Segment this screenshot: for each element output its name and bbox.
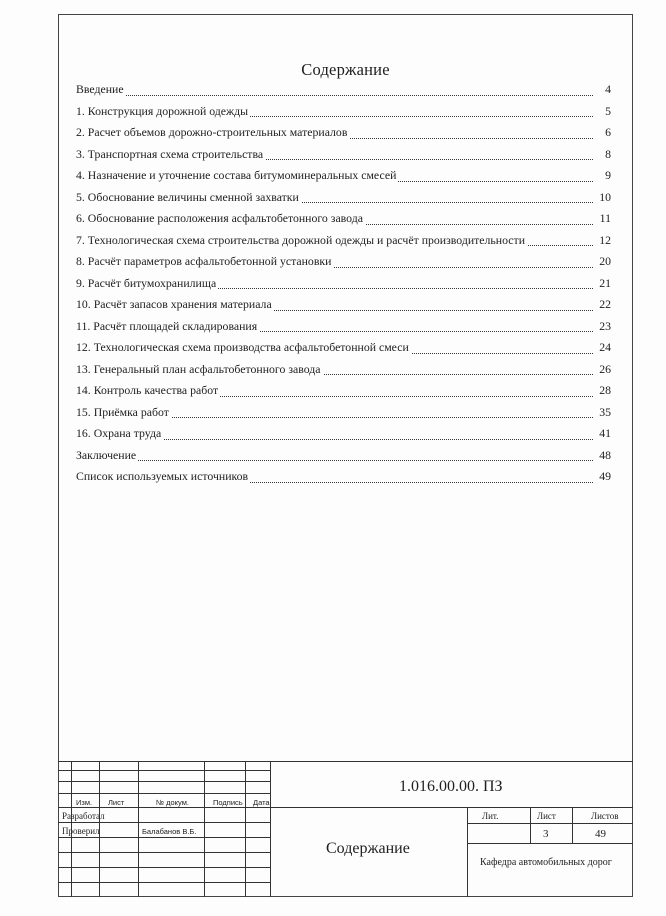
toc-entry-page: 28 — [593, 380, 611, 402]
toc-entry — [76, 79, 611, 101]
header-date: Дата — [253, 798, 270, 807]
toc-entry-page: 9 — [593, 165, 611, 187]
header-signature: Подпись — [213, 798, 243, 807]
toc-entry-label: 14. Контроль качества работ — [76, 380, 220, 402]
header-izm: Изм. — [76, 798, 93, 807]
toc-entry-page: 8 — [593, 144, 611, 166]
sheet-value: 3 — [543, 828, 549, 840]
toc-entry-label: 15. Приёмка работ — [76, 402, 171, 424]
toc-entry-page: 10 — [593, 187, 611, 209]
toc-leader-dots — [76, 95, 593, 96]
toc-entry — [76, 101, 611, 123]
sheet-label: Лист — [537, 811, 556, 821]
checked-name: Балабанов В.Б. — [142, 827, 197, 836]
toc-entry-label: Список используемых источников — [76, 466, 250, 488]
header-list: Лист — [108, 798, 125, 807]
toc-entry-label: 12. Технологическая схема производства асфальтобетонной смеси — [76, 337, 411, 359]
title-block — [58, 761, 633, 897]
toc-entry-label: 2. Расчет объемов дорожно-строительных материалов — [76, 122, 349, 144]
toc-entry-label: 16. Охрана труда — [76, 423, 163, 445]
toc-entry-label: 13. Генеральный план асфальтобетонного завода — [76, 359, 323, 381]
toc-entry — [76, 316, 611, 338]
toc-entry — [76, 273, 611, 295]
toc-entry-label: 6. Обоснование расположения асфальтобетонного завода — [76, 208, 365, 230]
toc-entry — [76, 208, 611, 230]
toc-entry — [76, 337, 611, 359]
toc-entry — [76, 423, 611, 445]
toc-entry — [76, 445, 611, 467]
toc-entry — [76, 144, 611, 166]
toc-entry — [76, 122, 611, 144]
toc-leader-dots — [76, 460, 593, 461]
toc-entry-label: Заключение — [76, 445, 138, 467]
toc-entry-page: 41 — [593, 423, 611, 445]
toc-entry-label: 7. Технологическая схема строительства дорожной одежды и расчёт производительности — [76, 230, 527, 252]
toc-entry-label: 3. Транспортная схема строительства — [76, 144, 265, 166]
toc-entry — [76, 466, 611, 488]
sheets-label: Листов — [591, 811, 619, 821]
toc-entry-page: 21 — [593, 273, 611, 295]
toc-entry — [76, 165, 611, 187]
toc-entry-page: 35 — [593, 402, 611, 424]
header-doc-number: № докум. — [156, 798, 189, 807]
developed-label: Разработал — [62, 811, 105, 821]
sheet-title: Содержание — [326, 840, 410, 857]
toc-entry-page: 48 — [593, 445, 611, 467]
toc-entry-page: 5 — [593, 101, 611, 123]
toc-entry — [76, 187, 611, 209]
toc-entry — [76, 402, 611, 424]
toc-entry-label: Введение — [76, 79, 126, 101]
toc-entry-page: 6 — [593, 122, 611, 144]
lit-label: Лит. — [482, 811, 499, 821]
table-of-contents — [76, 79, 611, 488]
toc-entry-label: 10. Расчёт запасов хранения материала — [76, 294, 274, 316]
toc-entry — [76, 251, 611, 273]
toc-entry-page: 23 — [593, 316, 611, 338]
toc-entry — [76, 294, 611, 316]
toc-entry-page: 12 — [593, 230, 611, 252]
toc-entry-label: 8. Расчёт параметров асфальтобетонной установки — [76, 251, 333, 273]
toc-entry-page: 20 — [593, 251, 611, 273]
toc-entry-label: 4. Назначение и уточнение состава битумоминеральных смесей — [76, 165, 398, 187]
toc-entry-label: 11. Расчёт площадей складирования — [76, 316, 259, 338]
toc-entry-page: 26 — [593, 359, 611, 381]
toc-entry-label: 9. Расчёт битумохранилища — [76, 273, 218, 295]
toc-entry-label: 1. Конструкция дорожной одежды — [76, 101, 250, 123]
page-title: Содержание — [301, 60, 390, 79]
department: Кафедра автомобильных дорог — [480, 857, 612, 868]
toc-entry-label: 5. Обоснование величины сменной захватки — [76, 187, 301, 209]
toc-entry-page: 24 — [593, 337, 611, 359]
toc-entry — [76, 359, 611, 381]
document-code: 1.016.00.00. ПЗ — [399, 778, 503, 795]
toc-entry-page: 4 — [593, 79, 611, 101]
toc-entry — [76, 230, 611, 252]
checked-label: Проверил — [62, 826, 100, 836]
toc-entry — [76, 380, 611, 402]
toc-entry-page: 22 — [593, 294, 611, 316]
toc-entry-page: 49 — [593, 466, 611, 488]
sheets-value: 49 — [595, 828, 606, 840]
toc-entry-page: 11 — [593, 208, 611, 230]
